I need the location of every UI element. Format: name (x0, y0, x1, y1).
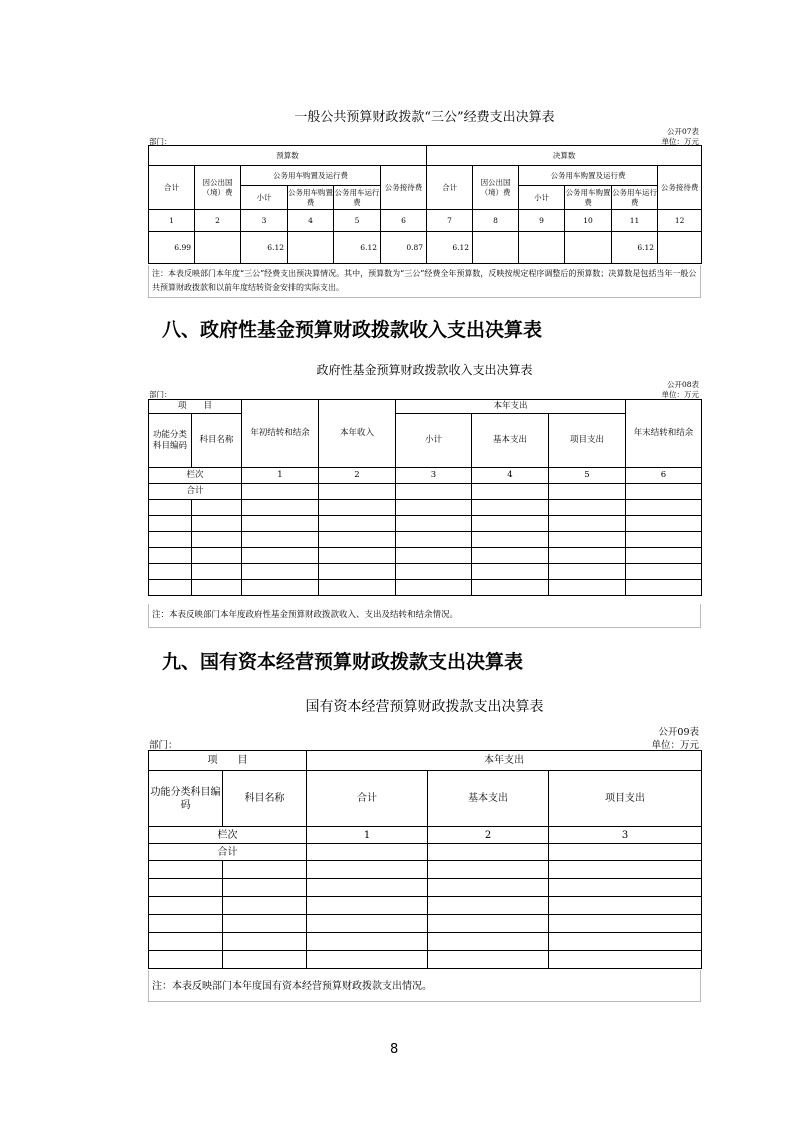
func-code-header: 功能分类科目编码 (149, 414, 192, 468)
col-car-run: 公务用车运行费 (334, 186, 381, 210)
basic-header: 基本支出 (472, 414, 549, 468)
item-header: 项 目 (149, 400, 242, 414)
table7-note: 注：本表反映部门本年度“三公”经费支出预决算情况。其中，预算数为“三公”经费全年预算数，反映按规定程序调整后的预算数；决算数是包括当年一般公共预算财政拨款和以前年度结转资金安排的实际支出。 (148, 265, 701, 298)
col-car-buy: 公务用车购置费 (565, 186, 612, 210)
table9-code: 公开09表 (658, 727, 699, 738)
subtotal-header: 小计 (396, 414, 472, 468)
value-cell: 6.99 (149, 232, 195, 264)
table9-title: 国有资本经营预算财政拨款支出决算表 (305, 699, 544, 715)
col-number: 6 (381, 210, 427, 232)
table9-dept: 部门： (149, 740, 178, 751)
col-number: 8 (473, 210, 519, 232)
total-label: 合计 (149, 844, 307, 861)
col-number: 6 (626, 468, 702, 484)
item-header: 项 目 (149, 751, 307, 771)
value-cell: 6.12 (427, 232, 473, 264)
value-cell: 6.12 (334, 232, 381, 264)
subject-name-header: 科目名称 (223, 771, 307, 827)
func-code-header: 功能分类科目编码 (149, 771, 223, 827)
table8 (148, 399, 702, 596)
total-col-header: 合计 (307, 771, 428, 827)
col-number: 4 (472, 468, 549, 484)
col-car-buy: 公务用车购置费 (288, 186, 334, 210)
col-number: 11 (612, 210, 658, 232)
table8-unit: 单位：万元 (661, 390, 699, 399)
value-cell (288, 232, 334, 264)
table8-note: 注：本表反映部门本年度政府性基金预算财政拨款收入、支出及结转和结余情况。 (148, 604, 701, 628)
col-number: 5 (549, 468, 626, 484)
table-row (149, 580, 702, 596)
total-label: 合计 (149, 484, 242, 500)
col-abroad: 因公出国（境）费 (195, 166, 241, 210)
col-number: 10 (565, 210, 612, 232)
project-header: 项目支出 (549, 414, 626, 468)
table-row (149, 933, 702, 951)
income-header: 本年收入 (319, 400, 396, 468)
table-row (149, 897, 702, 915)
table-row (149, 564, 702, 580)
col-reception: 公务接待费 (658, 166, 702, 210)
project-header: 项目支出 (549, 771, 702, 827)
budget-header: 预算数 (149, 146, 427, 166)
table-row (149, 532, 702, 548)
table-row (149, 516, 702, 532)
value-cell: 0.87 (381, 232, 427, 264)
col-car-group: 公务用车购置及运行费 (519, 166, 658, 186)
table-row (149, 951, 702, 969)
section8-heading: 八、政府性基金预算财政拨款收入支出决算表 (162, 319, 543, 341)
col-number: 2 (319, 468, 396, 484)
table8-dept: 部门： (149, 390, 172, 399)
table9-note: 注：本表反映部门本年度国有资本经营预算财政拨款支出情况。 (148, 970, 701, 1002)
table7-dept: 部门： (149, 137, 172, 146)
table8-code: 公开08表 (666, 380, 699, 389)
table-row (149, 879, 702, 897)
col-number: 9 (519, 210, 565, 232)
col-total: 合计 (149, 166, 195, 210)
expense-header: 本年支出 (396, 400, 626, 414)
lanci-label: 栏次 (149, 468, 242, 484)
value-cell: 6.12 (241, 232, 288, 264)
table7-code: 公开07表 (666, 127, 699, 136)
col-reception: 公务接待费 (381, 166, 427, 210)
col-number: 1 (307, 827, 428, 844)
table-row (149, 500, 702, 516)
col-total: 合计 (427, 166, 473, 210)
col-number: 2 (428, 827, 549, 844)
value-cell: 6.12 (612, 232, 658, 264)
col-abroad: 因公出国（境）费 (473, 166, 519, 210)
col-number: 2 (195, 210, 241, 232)
table-row (149, 861, 702, 879)
table7-title: 一般公共预算财政拨款“三公”经费支出决算表 (294, 110, 555, 125)
col-number: 5 (334, 210, 381, 232)
value-cell (473, 232, 519, 264)
table7-unit: 单位：万元 (661, 137, 699, 146)
col-number: 3 (241, 210, 288, 232)
col-number: 4 (288, 210, 334, 232)
col-car-group: 公务用车购置及运行费 (241, 166, 381, 186)
page-number: 8 (390, 1042, 399, 1057)
value-cell (565, 232, 612, 264)
subject-name-header: 科目名称 (192, 414, 242, 468)
col-subtotal: 小计 (519, 186, 565, 210)
col-number: 3 (549, 827, 702, 844)
value-cell (195, 232, 241, 264)
final-header: 决算数 (427, 146, 702, 166)
col-number: 3 (396, 468, 472, 484)
value-cell (519, 232, 565, 264)
table-row (149, 915, 702, 933)
lanci-label: 栏次 (149, 827, 307, 844)
col-number: 7 (427, 210, 473, 232)
col-car-run: 公务用车运行费 (612, 186, 658, 210)
table-row (149, 548, 702, 564)
section9-heading: 九、国有资本经营预算财政拨款支出决算表 (162, 651, 524, 673)
basic-header: 基本支出 (428, 771, 549, 827)
table7 (148, 145, 702, 264)
begin-balance-header: 年初结转和结余 (242, 400, 319, 468)
col-subtotal: 小计 (241, 186, 288, 210)
col-number: 1 (242, 468, 319, 484)
value-cell (658, 232, 702, 264)
expense-header: 本年支出 (307, 751, 702, 771)
table8-title: 政府性基金预算财政拨款收入支出决算表 (316, 363, 533, 377)
table9-unit: 单位：万元 (651, 740, 699, 751)
table9 (148, 750, 702, 969)
end-balance-header: 年末结转和结余 (626, 400, 702, 468)
col-number: 1 (149, 210, 195, 232)
col-number: 12 (658, 210, 702, 232)
